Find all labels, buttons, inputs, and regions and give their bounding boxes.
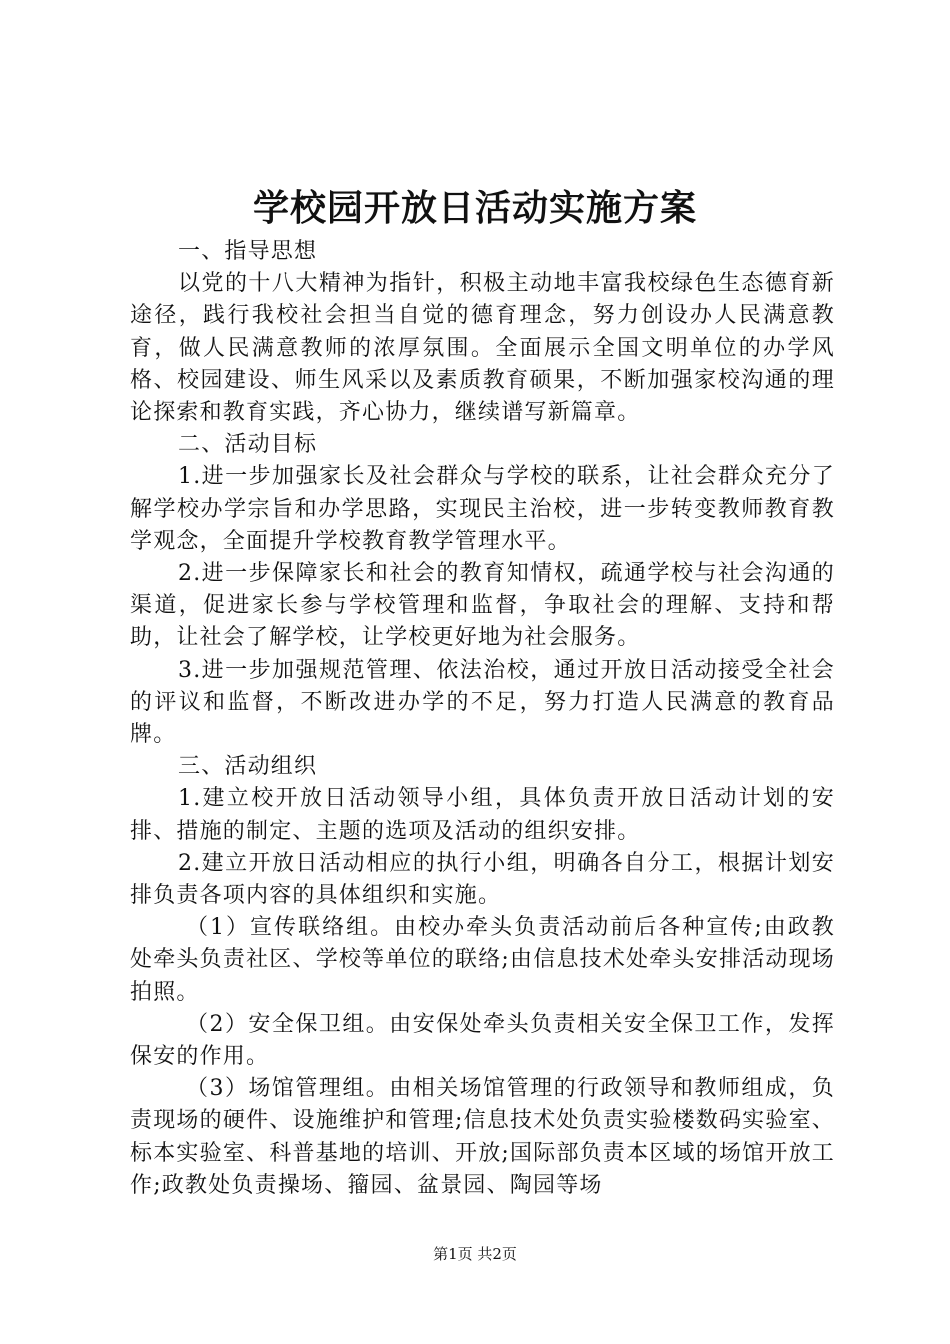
- paragraph-security-group: （2）安全保卫组。由安保处牵头负责相关安全保卫工作，发挥保安的作用。: [130, 1011, 835, 1070]
- section-heading-guiding-ideology: 一、指导思想: [178, 239, 318, 264]
- document-title: 学校园开放日活动实施方案: [252, 187, 697, 229]
- section-heading-activity-organization: 三、活动组织: [178, 754, 318, 780]
- paragraph-guiding-ideology: 以党的十八大精神为指针，积极主动地丰富我校绿色生态德育新途径，践行我校社会担当自觉的德育理念，努力创设办人民满意教育，做人民满意教师的浓厚氛围。全面展示全国文明单位的办学风格、校园建设、师生风采以及素质教育硕果，不断加强家校沟通的理论探索和教育实践，齐心协力，继续谱写新篇章。: [130, 271, 835, 426]
- paragraph-organization-2: 2.建立开放日活动相应的执行小组，明确各自分工，根据计划安排负责各项内容的具体组织和实施。: [130, 850, 835, 909]
- paragraph-venue-group: （3）场馆管理组。由相关场馆管理的行政领导和教师组成，负责现场的硬件、设施维护和管理;信息技术处负责实验楼数码实验室、标本实验室、科普基地的培训、开放;国际部负责本区域的场馆开放工作;政教处负责操场、籀园、盆景园、陶园等场: [130, 1076, 835, 1198]
- paragraph-goal-3: 3.进一步加强规范管理、依法治校，通过开放日活动接受全社会的评议和监督，不断改进办学的不足，努力打造人民满意的教育品牌。: [130, 657, 835, 748]
- document-body: [130, 236, 835, 1202]
- page-number-footer: 第1页 共2页: [433, 1245, 517, 1263]
- paragraph-goal-2: 2.进一步保障家长和社会的教育知情权，疏通学校与社会沟通的渠道，促进家长参与学校管理和监督，争取社会的理解、支持和帮助，让社会了解学校，让学校更好地为社会服务。: [130, 561, 835, 651]
- paragraph-goal-1: 1.进一步加强家长及社会群众与学校的联系，让社会群众充分了解学校办学宗旨和办学思路，实现民主治校，进一步转变教师教育教学观念，全面提升学校教育教学管理水平。: [130, 464, 835, 554]
- paragraph-publicity-group: （1）宣传联络组。由校办牵头负责活动前后各种宣传;由政教处牵头负责社区、学校等单位的联络;由信息技术处牵头安排活动现场拍照。: [130, 915, 835, 1005]
- paragraph-organization-1: 1.建立校开放日活动领导小组，具体负责开放日活动计划的安排、措施的制定、主题的选项及活动的组织安排。: [130, 786, 835, 844]
- section-heading-activity-goals: 二、活动目标: [178, 432, 318, 458]
